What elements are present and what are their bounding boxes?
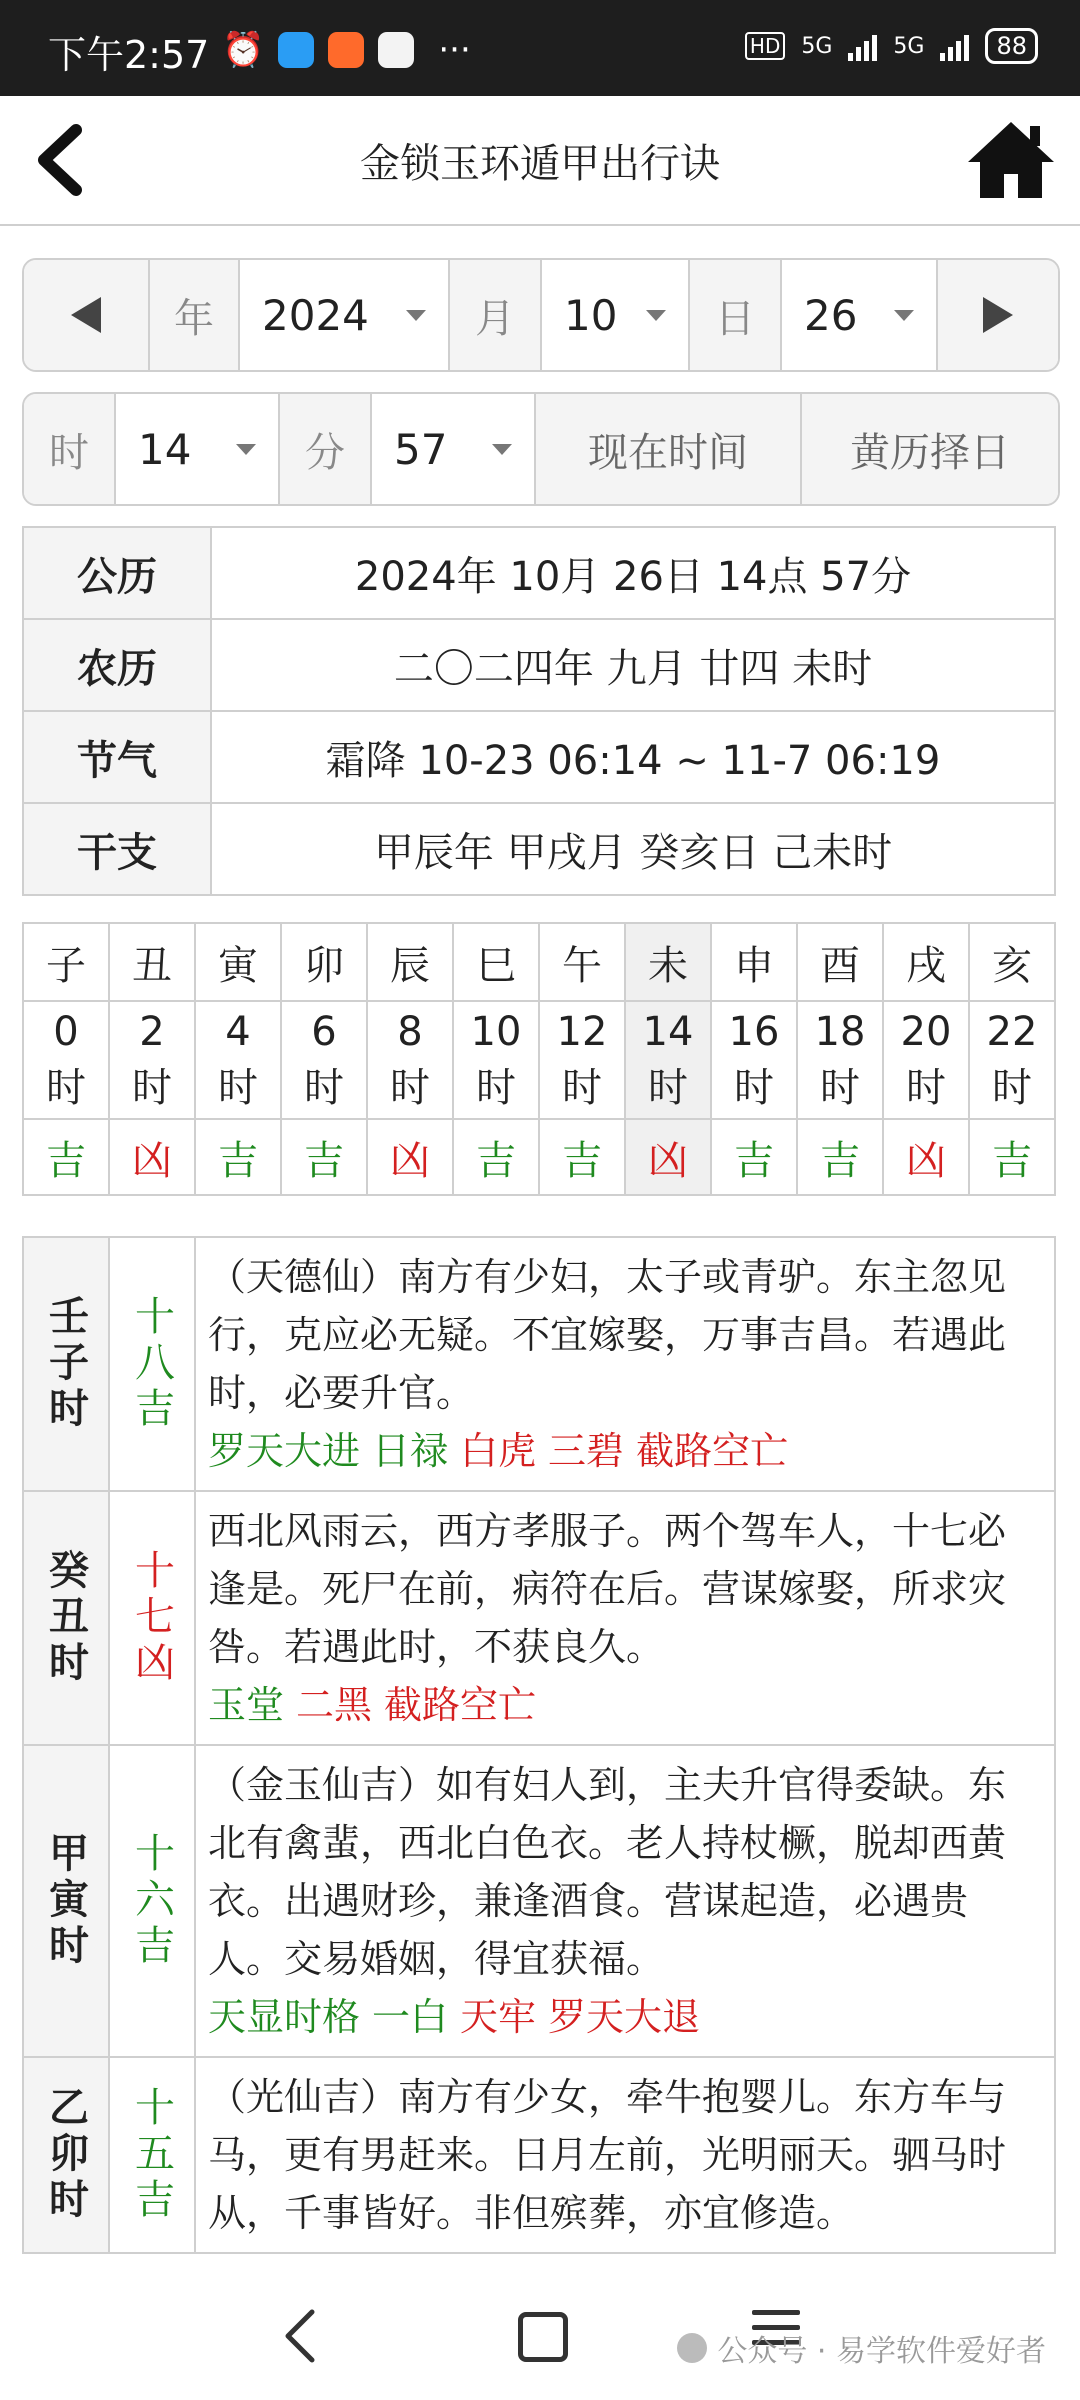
hour-unit: 时 xyxy=(906,1065,946,1111)
status-time: 下午2:57 xyxy=(48,33,210,77)
verses-list[interactable] xyxy=(22,1236,1056,2266)
month-value: 10 xyxy=(564,290,618,340)
month-select[interactable] xyxy=(542,260,690,370)
verse-row xyxy=(22,2056,1056,2254)
hour-select[interactable] xyxy=(116,394,280,504)
verse-tag: 罗天大退 xyxy=(548,1995,701,2039)
hour-luck[interactable]: 吉 xyxy=(539,1119,625,1195)
info-value: 2024年 10月 26日 14点 57分 xyxy=(211,527,1055,619)
info-row xyxy=(23,619,1055,711)
hour-branch[interactable]: 未 xyxy=(625,923,711,1001)
verse-text: （光仙吉）南方有少女，牵牛抱婴儿。东方车与马，更有男赶来。日月左前，光明丽天。驷马时从，千事皆好。非但殡葬，亦宜修造。 xyxy=(208,2075,1007,2235)
hour-luck[interactable]: 吉 xyxy=(195,1119,281,1195)
hour-time[interactable] xyxy=(969,1001,1055,1119)
verse-body xyxy=(196,1492,1054,1744)
verse-tags xyxy=(208,1988,1040,2046)
hour-branch[interactable]: 丑 xyxy=(109,923,195,1001)
hour-luck[interactable]: 吉 xyxy=(281,1119,367,1195)
almanac-button[interactable]: 黄历择日 xyxy=(802,394,1058,504)
hour-branch[interactable]: 辰 xyxy=(367,923,453,1001)
info-row xyxy=(23,527,1055,619)
hour-unit: 时 xyxy=(390,1065,430,1111)
verse-tags xyxy=(208,1676,1040,1734)
triangle-left-icon xyxy=(71,297,101,333)
verse-body xyxy=(196,1746,1054,2056)
status-bar xyxy=(0,0,1080,96)
info-value: 霜降 10-23 06:14 ~ 11-7 06:19 xyxy=(211,711,1055,803)
hour-unit: 时 xyxy=(476,1065,516,1111)
hour-luck[interactable]: 凶 xyxy=(367,1119,453,1195)
home-icon xyxy=(966,118,1056,202)
verse-text: （金玉仙吉）如有妇人到，主夫升官得委缺。东北有禽蜚，西北白色衣。老人持杖橛，脱却西黄衣。出遇财珍，兼逢酒食。营谋起造，必遇贵人。交易婚姻，得宜获福。 xyxy=(208,1763,1007,1981)
verse-tag: 玉堂 xyxy=(208,1683,285,1727)
more-notifications-icon: ··· xyxy=(438,30,471,70)
hour-time[interactable] xyxy=(367,1001,453,1119)
watermark-text: 公众号 · 易学软件爱好者 xyxy=(717,2334,1046,2369)
verse-tag: 截路空亡 xyxy=(636,1429,789,1473)
minute-label: 分 xyxy=(280,394,372,504)
nav-back-icon[interactable] xyxy=(276,2306,326,2366)
hour-label: 时 xyxy=(24,394,116,504)
next-day-button[interactable] xyxy=(938,260,1058,370)
verse-tag: 天显时格 xyxy=(208,1995,361,2039)
prev-day-button[interactable] xyxy=(24,260,150,370)
hour-luck[interactable]: 凶 xyxy=(625,1119,711,1195)
verse-hour-name: 甲寅时 xyxy=(24,1746,110,2056)
verse-number: 十七凶 xyxy=(110,1492,196,1744)
caret-down-icon xyxy=(236,444,256,455)
verse-tag: 日禄 xyxy=(372,1429,449,1473)
hour-number: 2 xyxy=(139,1009,165,1055)
hour-time[interactable] xyxy=(797,1001,883,1119)
info-value: 二〇二四年 九月 廿四 未时 xyxy=(211,619,1055,711)
hour-unit: 时 xyxy=(820,1065,860,1111)
verse-tag: 二黑 xyxy=(296,1683,373,1727)
hour-unit: 时 xyxy=(648,1065,688,1111)
hour-time[interactable] xyxy=(109,1001,195,1119)
status-right xyxy=(745,28,1038,64)
hour-luck[interactable]: 吉 xyxy=(969,1119,1055,1195)
time-selector xyxy=(22,392,1060,506)
hour-time[interactable] xyxy=(883,1001,969,1119)
hour-number: 8 xyxy=(397,1009,423,1055)
watermark xyxy=(677,2326,1046,2370)
year-label: 年 xyxy=(150,260,240,370)
play-store-icon xyxy=(378,32,414,68)
verse-tag: 截路空亡 xyxy=(384,1683,537,1727)
hours-time-row xyxy=(23,1001,1055,1119)
caret-down-icon xyxy=(646,310,666,321)
hour-branch[interactable]: 寅 xyxy=(195,923,281,1001)
alarm-icon: ⏰ xyxy=(222,30,265,70)
hour-number: 4 xyxy=(225,1009,251,1055)
caret-down-icon xyxy=(492,444,512,455)
hour-luck[interactable]: 吉 xyxy=(797,1119,883,1195)
verse-number: 十五吉 xyxy=(110,2058,196,2252)
hour-number: 20 xyxy=(900,1009,952,1055)
verse-text: 西北风雨云，西方孝服子。两个驾车人，十七必逢是。死尸在前，病符在后。营谋嫁娶，所求灾咎。若遇此时，不获良久。 xyxy=(208,1509,1007,1669)
hour-unit: 时 xyxy=(992,1065,1032,1111)
info-row xyxy=(23,803,1055,895)
hour-number: 10 xyxy=(470,1009,522,1055)
hour-number: 16 xyxy=(728,1009,780,1055)
verse-row xyxy=(22,1490,1056,1744)
info-value: 甲辰年 甲戌月 癸亥日 己未时 xyxy=(211,803,1055,895)
hour-number: 12 xyxy=(556,1009,608,1055)
year-select[interactable] xyxy=(240,260,450,370)
month-label: 月 xyxy=(450,260,542,370)
info-label: 农历 xyxy=(23,619,211,711)
hour-unit: 时 xyxy=(132,1065,172,1111)
hour-unit: 时 xyxy=(304,1065,344,1111)
hour-luck[interactable]: 吉 xyxy=(711,1119,797,1195)
verse-hour-name: 壬子时 xyxy=(24,1238,110,1490)
hour-luck[interactable]: 吉 xyxy=(23,1119,109,1195)
hour-unit: 时 xyxy=(46,1065,86,1111)
hour-branch[interactable]: 巳 xyxy=(453,923,539,1001)
hour-branch[interactable]: 酉 xyxy=(797,923,883,1001)
page-title: 金锁玉环遁甲出行诀 xyxy=(360,141,720,187)
app-icon-blue xyxy=(278,32,314,68)
triangle-right-icon xyxy=(983,297,1013,333)
hour-unit: 时 xyxy=(218,1065,258,1111)
hour-branch[interactable]: 午 xyxy=(539,923,625,1001)
verse-row xyxy=(22,1744,1056,2056)
hour-luck[interactable]: 凶 xyxy=(109,1119,195,1195)
verse-tag: 罗天大进 xyxy=(208,1429,361,1473)
info-label: 公历 xyxy=(23,527,211,619)
hour-unit: 时 xyxy=(734,1065,774,1111)
year-value: 2024 xyxy=(262,290,369,340)
hours-luck-row xyxy=(23,1119,1055,1195)
verse-tag: 一白 xyxy=(372,1995,449,2039)
hour-time[interactable] xyxy=(23,1001,109,1119)
signal-icon-2 xyxy=(940,31,969,61)
now-button[interactable]: 现在时间 xyxy=(536,394,802,504)
hour-time[interactable] xyxy=(281,1001,367,1119)
hour-branch[interactable]: 申 xyxy=(711,923,797,1001)
nav-home-icon[interactable] xyxy=(518,2312,568,2362)
date-info-table xyxy=(22,526,1056,896)
hour-time[interactable] xyxy=(711,1001,797,1119)
hour-number: 18 xyxy=(814,1009,866,1055)
net-label-1: 5G xyxy=(801,33,833,59)
battery-icon: 88 xyxy=(985,28,1038,64)
verse-text: （天德仙）南方有少妇，太子或青驴。东主忽见行，克应必无疑。不宜嫁娶，万事吉昌。若遇此时，必要升官。 xyxy=(208,1255,1007,1415)
hd-icon: HD xyxy=(745,32,785,60)
net-label-2: 5G xyxy=(893,33,925,59)
hour-luck[interactable]: 凶 xyxy=(883,1119,969,1195)
hour-luck[interactable]: 吉 xyxy=(453,1119,539,1195)
verse-number: 十六吉 xyxy=(110,1746,196,2056)
verse-hour-name: 癸丑时 xyxy=(24,1492,110,1744)
verse-tag: 白虎 xyxy=(460,1429,537,1473)
day-label: 日 xyxy=(690,260,782,370)
verse-tag: 天牢 xyxy=(460,1995,537,2039)
day-value: 26 xyxy=(804,290,858,340)
verse-row xyxy=(22,1236,1056,1490)
hour-number: 6 xyxy=(311,1009,337,1055)
hour-time[interactable] xyxy=(195,1001,281,1119)
system-nav-bar xyxy=(0,2268,1080,2400)
info-label: 节气 xyxy=(23,711,211,803)
hour-time[interactable] xyxy=(539,1001,625,1119)
day-select[interactable] xyxy=(782,260,938,370)
verse-tags xyxy=(208,1422,1040,1480)
verse-body xyxy=(196,2058,1054,2252)
hour-branch[interactable]: 亥 xyxy=(969,923,1055,1001)
signal-icon-1 xyxy=(848,31,877,61)
hour-unit: 时 xyxy=(562,1065,602,1111)
hour-time[interactable] xyxy=(625,1001,711,1119)
verse-body xyxy=(196,1238,1054,1490)
verse-tag: 三碧 xyxy=(548,1429,625,1473)
info-label: 干支 xyxy=(23,803,211,895)
caret-down-icon xyxy=(894,310,914,321)
info-row xyxy=(23,711,1055,803)
hours-grid xyxy=(22,922,1056,1196)
hour-branch[interactable]: 子 xyxy=(23,923,109,1001)
hour-branch[interactable]: 卯 xyxy=(281,923,367,1001)
hour-number: 22 xyxy=(986,1009,1038,1055)
caret-down-icon xyxy=(406,310,426,321)
hour-number: 14 xyxy=(642,1009,694,1055)
minute-select[interactable] xyxy=(372,394,536,504)
minute-value: 57 xyxy=(394,424,448,474)
hour-value: 14 xyxy=(138,424,192,474)
hour-number: 0 xyxy=(53,1009,79,1055)
verse-number: 十八吉 xyxy=(110,1238,196,1490)
hour-branch[interactable]: 戌 xyxy=(883,923,969,1001)
verse-hour-name: 乙卯时 xyxy=(24,2058,110,2252)
home-button[interactable] xyxy=(966,118,1056,202)
date-selector xyxy=(22,258,1060,372)
wechat-icon xyxy=(677,2333,707,2363)
status-icons xyxy=(222,30,471,70)
app-header xyxy=(0,96,1080,226)
app-icon-orange xyxy=(328,32,364,68)
hour-time[interactable] xyxy=(453,1001,539,1119)
hours-branch-row xyxy=(23,923,1055,1001)
